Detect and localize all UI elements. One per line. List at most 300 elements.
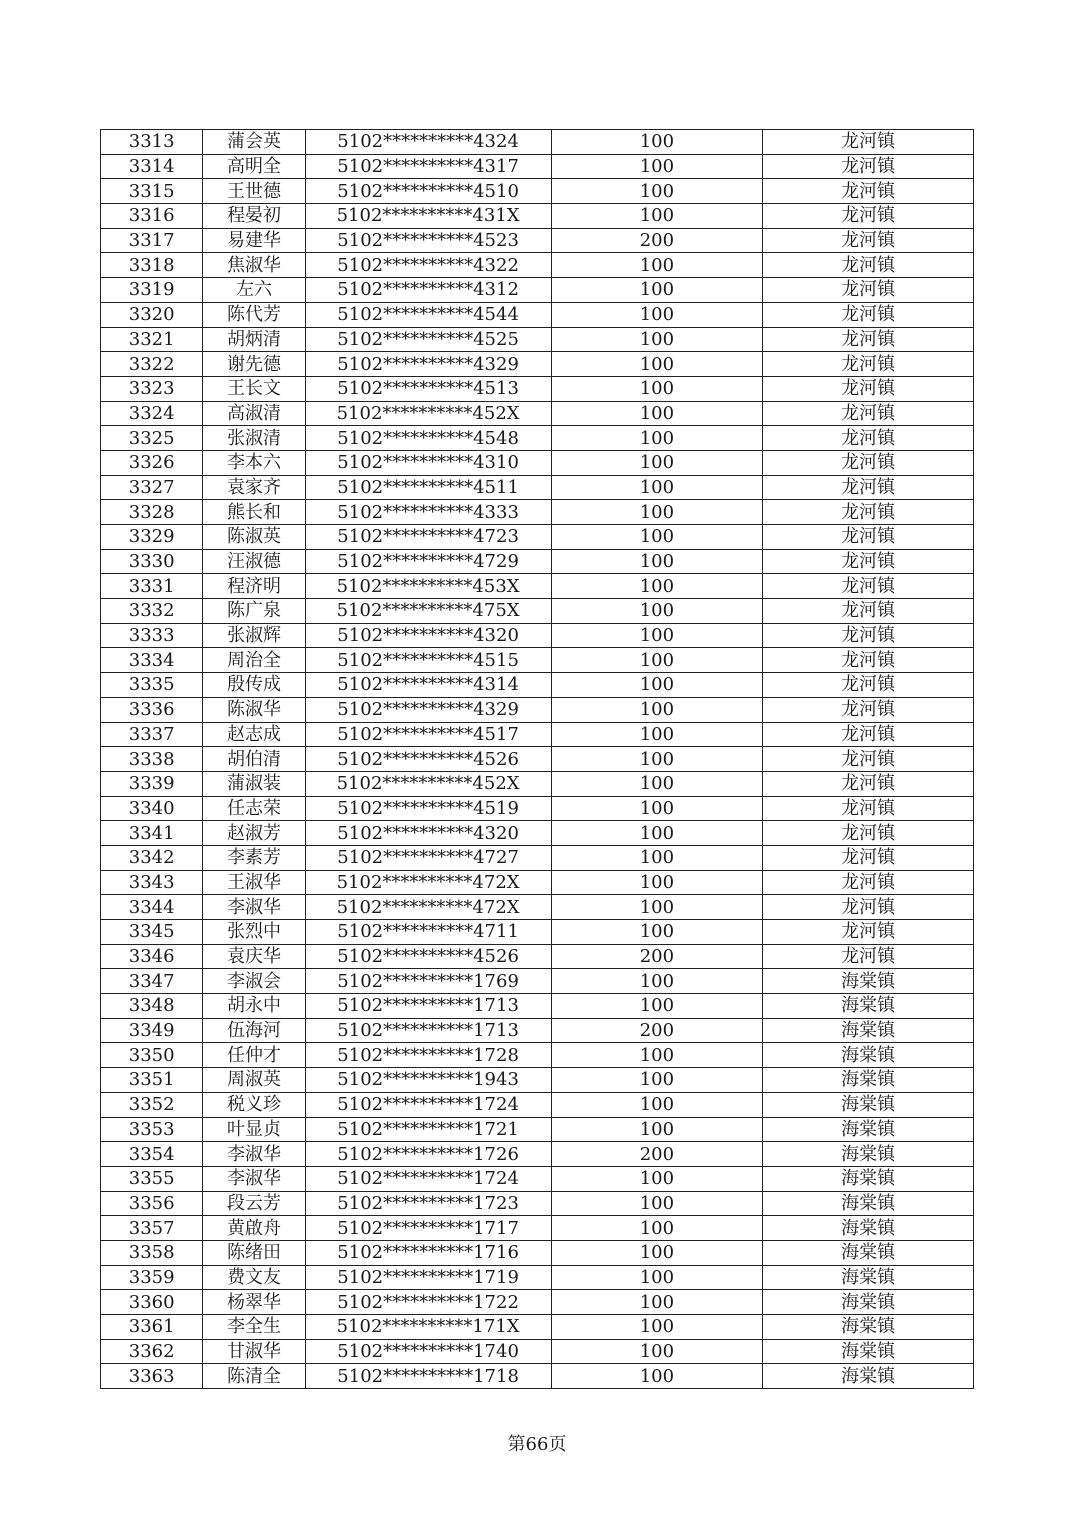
id-number-cell: 5102**********4324 bbox=[305, 130, 551, 155]
name-cell: 蒲会英 bbox=[203, 130, 305, 155]
table-row bbox=[101, 845, 974, 870]
serial-cell: 3356 bbox=[101, 1191, 203, 1216]
town-cell: 海棠镇 bbox=[763, 1191, 974, 1216]
serial-cell: 3355 bbox=[101, 1166, 203, 1191]
table-row bbox=[101, 821, 974, 846]
town-cell: 龙河镇 bbox=[763, 525, 974, 550]
amount-cell: 100 bbox=[551, 648, 763, 673]
id-number-cell: 5102**********1943 bbox=[305, 1068, 551, 1093]
id-number-cell: 5102**********1721 bbox=[305, 1117, 551, 1142]
id-number-cell: 5102**********4727 bbox=[305, 845, 551, 870]
serial-cell: 3322 bbox=[101, 352, 203, 377]
id-number-cell: 5102**********4320 bbox=[305, 821, 551, 846]
serial-cell: 3333 bbox=[101, 623, 203, 648]
serial-cell: 3359 bbox=[101, 1265, 203, 1290]
table-row bbox=[101, 1166, 974, 1191]
id-number-cell: 5102**********4544 bbox=[305, 302, 551, 327]
name-cell: 李淑会 bbox=[203, 969, 305, 994]
table-body bbox=[101, 130, 974, 1389]
serial-cell: 3317 bbox=[101, 228, 203, 253]
amount-cell: 200 bbox=[551, 1018, 763, 1043]
table-row bbox=[101, 401, 974, 426]
id-number-cell: 5102**********4523 bbox=[305, 228, 551, 253]
amount-cell: 100 bbox=[551, 1265, 763, 1290]
name-cell: 殷传成 bbox=[203, 673, 305, 698]
id-number-cell: 5102**********1726 bbox=[305, 1142, 551, 1167]
table-row bbox=[101, 500, 974, 525]
name-cell: 陈清全 bbox=[203, 1364, 305, 1389]
town-cell: 海棠镇 bbox=[763, 1364, 974, 1389]
table-row bbox=[101, 525, 974, 550]
town-cell: 海棠镇 bbox=[763, 1043, 974, 1068]
amount-cell: 100 bbox=[551, 376, 763, 401]
id-number-cell: 5102**********1717 bbox=[305, 1216, 551, 1241]
name-cell: 叶显贞 bbox=[203, 1117, 305, 1142]
id-number-cell: 5102**********1713 bbox=[305, 994, 551, 1019]
id-number-cell: 5102**********4515 bbox=[305, 648, 551, 673]
serial-cell: 3340 bbox=[101, 796, 203, 821]
name-cell: 李全生 bbox=[203, 1315, 305, 1340]
id-number-cell: 5102**********4314 bbox=[305, 673, 551, 698]
serial-cell: 3338 bbox=[101, 747, 203, 772]
serial-cell: 3344 bbox=[101, 895, 203, 920]
town-cell: 海棠镇 bbox=[763, 1240, 974, 1265]
amount-cell: 100 bbox=[551, 1191, 763, 1216]
amount-cell: 100 bbox=[551, 426, 763, 451]
serial-cell: 3357 bbox=[101, 1216, 203, 1241]
amount-cell: 100 bbox=[551, 179, 763, 204]
town-cell: 龙河镇 bbox=[763, 278, 974, 303]
table-row bbox=[101, 204, 974, 229]
amount-cell: 100 bbox=[551, 1290, 763, 1315]
town-cell: 海棠镇 bbox=[763, 1290, 974, 1315]
serial-cell: 3345 bbox=[101, 920, 203, 945]
table-row bbox=[101, 870, 974, 895]
amount-cell: 100 bbox=[551, 895, 763, 920]
amount-cell: 100 bbox=[551, 401, 763, 426]
town-cell: 龙河镇 bbox=[763, 549, 974, 574]
id-number-cell: 5102**********4548 bbox=[305, 426, 551, 451]
serial-cell: 3315 bbox=[101, 179, 203, 204]
name-cell: 胡伯清 bbox=[203, 747, 305, 772]
serial-cell: 3350 bbox=[101, 1043, 203, 1068]
town-cell: 龙河镇 bbox=[763, 327, 974, 352]
amount-cell: 100 bbox=[551, 327, 763, 352]
serial-cell: 3330 bbox=[101, 549, 203, 574]
amount-cell: 100 bbox=[551, 1117, 763, 1142]
town-cell: 龙河镇 bbox=[763, 599, 974, 624]
serial-cell: 3332 bbox=[101, 599, 203, 624]
name-cell: 焦淑华 bbox=[203, 253, 305, 278]
table-row bbox=[101, 1265, 974, 1290]
table-row bbox=[101, 895, 974, 920]
name-cell: 李素芳 bbox=[203, 845, 305, 870]
name-cell: 袁庆华 bbox=[203, 944, 305, 969]
name-cell: 李淑华 bbox=[203, 895, 305, 920]
id-number-cell: 5102**********4526 bbox=[305, 944, 551, 969]
id-number-cell: 5102**********4723 bbox=[305, 525, 551, 550]
town-cell: 龙河镇 bbox=[763, 253, 974, 278]
amount-cell: 200 bbox=[551, 1142, 763, 1167]
town-cell: 龙河镇 bbox=[763, 154, 974, 179]
serial-cell: 3313 bbox=[101, 130, 203, 155]
serial-cell: 3325 bbox=[101, 426, 203, 451]
serial-cell: 3321 bbox=[101, 327, 203, 352]
name-cell: 蒲淑装 bbox=[203, 771, 305, 796]
serial-cell: 3358 bbox=[101, 1240, 203, 1265]
serial-cell: 3334 bbox=[101, 648, 203, 673]
amount-cell: 100 bbox=[551, 1364, 763, 1389]
town-cell: 海棠镇 bbox=[763, 1166, 974, 1191]
name-cell: 段云芳 bbox=[203, 1191, 305, 1216]
table-row bbox=[101, 1191, 974, 1216]
town-cell: 龙河镇 bbox=[763, 204, 974, 229]
id-number-cell: 5102**********1769 bbox=[305, 969, 551, 994]
table-row bbox=[101, 1290, 974, 1315]
table-row bbox=[101, 574, 974, 599]
amount-cell: 100 bbox=[551, 1092, 763, 1117]
table-row bbox=[101, 623, 974, 648]
page-number: 第66页 bbox=[507, 1434, 567, 1455]
amount-cell: 100 bbox=[551, 796, 763, 821]
town-cell: 龙河镇 bbox=[763, 697, 974, 722]
town-cell: 龙河镇 bbox=[763, 376, 974, 401]
name-cell: 陈广泉 bbox=[203, 599, 305, 624]
amount-cell: 100 bbox=[551, 1240, 763, 1265]
id-number-cell: 5102**********4322 bbox=[305, 253, 551, 278]
table-row bbox=[101, 228, 974, 253]
serial-cell: 3320 bbox=[101, 302, 203, 327]
amount-cell: 200 bbox=[551, 228, 763, 253]
table-row bbox=[101, 673, 974, 698]
serial-cell: 3348 bbox=[101, 994, 203, 1019]
name-cell: 袁家齐 bbox=[203, 475, 305, 500]
amount-cell: 100 bbox=[551, 574, 763, 599]
amount-cell: 100 bbox=[551, 154, 763, 179]
id-number-cell: 5102**********1723 bbox=[305, 1191, 551, 1216]
id-number-cell: 5102**********4329 bbox=[305, 352, 551, 377]
amount-cell: 100 bbox=[551, 673, 763, 698]
name-cell: 甘淑华 bbox=[203, 1339, 305, 1364]
town-cell: 海棠镇 bbox=[763, 1117, 974, 1142]
name-cell: 王淑华 bbox=[203, 870, 305, 895]
serial-cell: 3354 bbox=[101, 1142, 203, 1167]
serial-cell: 3351 bbox=[101, 1068, 203, 1093]
table-row bbox=[101, 154, 974, 179]
name-cell: 程晏初 bbox=[203, 204, 305, 229]
town-cell: 龙河镇 bbox=[763, 401, 974, 426]
town-cell: 龙河镇 bbox=[763, 450, 974, 475]
id-number-cell: 5102**********4333 bbox=[305, 500, 551, 525]
amount-cell: 100 bbox=[551, 994, 763, 1019]
town-cell: 海棠镇 bbox=[763, 1315, 974, 1340]
town-cell: 龙河镇 bbox=[763, 426, 974, 451]
id-number-cell: 5102**********171X bbox=[305, 1315, 551, 1340]
amount-cell: 100 bbox=[551, 500, 763, 525]
table-row bbox=[101, 648, 974, 673]
id-number-cell: 5102**********1724 bbox=[305, 1092, 551, 1117]
name-cell: 杨翠华 bbox=[203, 1290, 305, 1315]
amount-cell: 100 bbox=[551, 1315, 763, 1340]
name-cell: 高明全 bbox=[203, 154, 305, 179]
id-number-cell: 5102**********1740 bbox=[305, 1339, 551, 1364]
id-number-cell: 5102**********4525 bbox=[305, 327, 551, 352]
table-row bbox=[101, 1339, 974, 1364]
name-cell: 陈绪田 bbox=[203, 1240, 305, 1265]
serial-cell: 3349 bbox=[101, 1018, 203, 1043]
name-cell: 王长文 bbox=[203, 376, 305, 401]
amount-cell: 100 bbox=[551, 475, 763, 500]
id-number-cell: 5102**********4510 bbox=[305, 179, 551, 204]
name-cell: 黄啟舟 bbox=[203, 1216, 305, 1241]
town-cell: 龙河镇 bbox=[763, 352, 974, 377]
serial-cell: 3361 bbox=[101, 1315, 203, 1340]
table-row bbox=[101, 475, 974, 500]
amount-cell: 100 bbox=[551, 845, 763, 870]
name-cell: 赵淑芳 bbox=[203, 821, 305, 846]
serial-cell: 3360 bbox=[101, 1290, 203, 1315]
amount-cell: 100 bbox=[551, 1068, 763, 1093]
town-cell: 龙河镇 bbox=[763, 673, 974, 698]
town-cell: 龙河镇 bbox=[763, 796, 974, 821]
name-cell: 李淑华 bbox=[203, 1142, 305, 1167]
town-cell: 海棠镇 bbox=[763, 1142, 974, 1167]
id-number-cell: 5102**********472X bbox=[305, 870, 551, 895]
name-cell: 李淑华 bbox=[203, 1166, 305, 1191]
name-cell: 陈淑华 bbox=[203, 697, 305, 722]
id-number-cell: 5102**********1713 bbox=[305, 1018, 551, 1043]
amount-cell: 100 bbox=[551, 253, 763, 278]
table-row bbox=[101, 426, 974, 451]
town-cell: 海棠镇 bbox=[763, 1216, 974, 1241]
id-number-cell: 5102**********4513 bbox=[305, 376, 551, 401]
serial-cell: 3343 bbox=[101, 870, 203, 895]
amount-cell: 100 bbox=[551, 130, 763, 155]
amount-cell: 100 bbox=[551, 1043, 763, 1068]
name-cell: 任志荣 bbox=[203, 796, 305, 821]
id-number-cell: 5102**********1718 bbox=[305, 1364, 551, 1389]
town-cell: 龙河镇 bbox=[763, 302, 974, 327]
table-row bbox=[101, 327, 974, 352]
town-cell: 海棠镇 bbox=[763, 994, 974, 1019]
name-cell: 汪淑德 bbox=[203, 549, 305, 574]
data-table bbox=[100, 129, 974, 1389]
serial-cell: 3346 bbox=[101, 944, 203, 969]
serial-cell: 3363 bbox=[101, 1364, 203, 1389]
table-row bbox=[101, 1018, 974, 1043]
amount-cell: 100 bbox=[551, 969, 763, 994]
town-cell: 海棠镇 bbox=[763, 1339, 974, 1364]
name-cell: 左六 bbox=[203, 278, 305, 303]
id-number-cell: 5102**********4526 bbox=[305, 747, 551, 772]
table-row bbox=[101, 1068, 974, 1093]
amount-cell: 100 bbox=[551, 697, 763, 722]
name-cell: 胡炳清 bbox=[203, 327, 305, 352]
serial-cell: 3337 bbox=[101, 722, 203, 747]
amount-cell: 100 bbox=[551, 525, 763, 550]
serial-cell: 3335 bbox=[101, 673, 203, 698]
serial-cell: 3319 bbox=[101, 278, 203, 303]
serial-cell: 3331 bbox=[101, 574, 203, 599]
serial-cell: 3329 bbox=[101, 525, 203, 550]
name-cell: 高淑清 bbox=[203, 401, 305, 426]
serial-cell: 3362 bbox=[101, 1339, 203, 1364]
table-row bbox=[101, 722, 974, 747]
amount-cell: 100 bbox=[551, 450, 763, 475]
id-number-cell: 5102**********1722 bbox=[305, 1290, 551, 1315]
town-cell: 龙河镇 bbox=[763, 771, 974, 796]
amount-cell: 100 bbox=[551, 870, 763, 895]
id-number-cell: 5102**********4329 bbox=[305, 697, 551, 722]
town-cell: 龙河镇 bbox=[763, 870, 974, 895]
serial-cell: 3323 bbox=[101, 376, 203, 401]
town-cell: 龙河镇 bbox=[763, 623, 974, 648]
amount-cell: 100 bbox=[551, 278, 763, 303]
amount-cell: 100 bbox=[551, 1339, 763, 1364]
table-row bbox=[101, 549, 974, 574]
town-cell: 龙河镇 bbox=[763, 722, 974, 747]
town-cell: 龙河镇 bbox=[763, 500, 974, 525]
id-number-cell: 5102**********1724 bbox=[305, 1166, 551, 1191]
table-row bbox=[101, 1117, 974, 1142]
town-cell: 龙河镇 bbox=[763, 845, 974, 870]
amount-cell: 200 bbox=[551, 944, 763, 969]
serial-cell: 3316 bbox=[101, 204, 203, 229]
name-cell: 熊长和 bbox=[203, 500, 305, 525]
town-cell: 龙河镇 bbox=[763, 130, 974, 155]
table-row bbox=[101, 944, 974, 969]
id-number-cell: 5102**********475X bbox=[305, 599, 551, 624]
amount-cell: 100 bbox=[551, 352, 763, 377]
town-cell: 海棠镇 bbox=[763, 969, 974, 994]
table-row bbox=[101, 302, 974, 327]
serial-cell: 3339 bbox=[101, 771, 203, 796]
table-row bbox=[101, 179, 974, 204]
table-row bbox=[101, 920, 974, 945]
town-cell: 海棠镇 bbox=[763, 1068, 974, 1093]
amount-cell: 100 bbox=[551, 623, 763, 648]
name-cell: 税义珍 bbox=[203, 1092, 305, 1117]
serial-cell: 3341 bbox=[101, 821, 203, 846]
town-cell: 龙河镇 bbox=[763, 475, 974, 500]
id-number-cell: 5102**********4729 bbox=[305, 549, 551, 574]
town-cell: 龙河镇 bbox=[763, 920, 974, 945]
amount-cell: 100 bbox=[551, 549, 763, 574]
table-row bbox=[101, 1315, 974, 1340]
serial-cell: 3318 bbox=[101, 253, 203, 278]
table-row bbox=[101, 1043, 974, 1068]
table-row bbox=[101, 1142, 974, 1167]
id-number-cell: 5102**********453X bbox=[305, 574, 551, 599]
serial-cell: 3336 bbox=[101, 697, 203, 722]
id-number-cell: 5102**********452X bbox=[305, 401, 551, 426]
serial-cell: 3327 bbox=[101, 475, 203, 500]
name-cell: 王世德 bbox=[203, 179, 305, 204]
amount-cell: 100 bbox=[551, 1166, 763, 1191]
table-row bbox=[101, 994, 974, 1019]
id-number-cell: 5102**********4317 bbox=[305, 154, 551, 179]
name-cell: 陈代芳 bbox=[203, 302, 305, 327]
id-number-cell: 5102**********4320 bbox=[305, 623, 551, 648]
serial-cell: 3342 bbox=[101, 845, 203, 870]
name-cell: 张淑辉 bbox=[203, 623, 305, 648]
table-row bbox=[101, 969, 974, 994]
amount-cell: 100 bbox=[551, 771, 763, 796]
table-row bbox=[101, 130, 974, 155]
amount-cell: 100 bbox=[551, 920, 763, 945]
id-number-cell: 5102**********4310 bbox=[305, 450, 551, 475]
id-number-cell: 5102**********4312 bbox=[305, 278, 551, 303]
amount-cell: 100 bbox=[551, 204, 763, 229]
id-number-cell: 5102**********4519 bbox=[305, 796, 551, 821]
serial-cell: 3347 bbox=[101, 969, 203, 994]
id-number-cell: 5102**********452X bbox=[305, 771, 551, 796]
name-cell: 伍海河 bbox=[203, 1018, 305, 1043]
amount-cell: 100 bbox=[551, 599, 763, 624]
serial-cell: 3328 bbox=[101, 500, 203, 525]
id-number-cell: 5102**********4711 bbox=[305, 920, 551, 945]
name-cell: 张烈中 bbox=[203, 920, 305, 945]
amount-cell: 100 bbox=[551, 302, 763, 327]
name-cell: 程济明 bbox=[203, 574, 305, 599]
amount-cell: 100 bbox=[551, 747, 763, 772]
town-cell: 龙河镇 bbox=[763, 944, 974, 969]
id-number-cell: 5102**********4517 bbox=[305, 722, 551, 747]
town-cell: 海棠镇 bbox=[763, 1018, 974, 1043]
serial-cell: 3314 bbox=[101, 154, 203, 179]
table-row bbox=[101, 450, 974, 475]
serial-cell: 3353 bbox=[101, 1117, 203, 1142]
table-row bbox=[101, 1240, 974, 1265]
id-number-cell: 5102**********4511 bbox=[305, 475, 551, 500]
table-row bbox=[101, 599, 974, 624]
town-cell: 龙河镇 bbox=[763, 895, 974, 920]
name-cell: 陈淑英 bbox=[203, 525, 305, 550]
name-cell: 张淑清 bbox=[203, 426, 305, 451]
serial-cell: 3324 bbox=[101, 401, 203, 426]
name-cell: 易建华 bbox=[203, 228, 305, 253]
town-cell: 海棠镇 bbox=[763, 1265, 974, 1290]
id-number-cell: 5102**********472X bbox=[305, 895, 551, 920]
table-row bbox=[101, 771, 974, 796]
amount-cell: 100 bbox=[551, 722, 763, 747]
town-cell: 龙河镇 bbox=[763, 228, 974, 253]
town-cell: 海棠镇 bbox=[763, 1092, 974, 1117]
table-row bbox=[101, 352, 974, 377]
serial-cell: 3352 bbox=[101, 1092, 203, 1117]
serial-cell: 3326 bbox=[101, 450, 203, 475]
name-cell: 胡永中 bbox=[203, 994, 305, 1019]
table-row bbox=[101, 278, 974, 303]
name-cell: 周淑英 bbox=[203, 1068, 305, 1093]
town-cell: 龙河镇 bbox=[763, 179, 974, 204]
amount-cell: 100 bbox=[551, 1216, 763, 1241]
name-cell: 谢先德 bbox=[203, 352, 305, 377]
town-cell: 龙河镇 bbox=[763, 574, 974, 599]
table-row bbox=[101, 1092, 974, 1117]
table-row bbox=[101, 253, 974, 278]
town-cell: 龙河镇 bbox=[763, 747, 974, 772]
table-row bbox=[101, 1216, 974, 1241]
name-cell: 李本六 bbox=[203, 450, 305, 475]
id-number-cell: 5102**********431X bbox=[305, 204, 551, 229]
table-row bbox=[101, 376, 974, 401]
id-number-cell: 5102**********1728 bbox=[305, 1043, 551, 1068]
town-cell: 龙河镇 bbox=[763, 821, 974, 846]
name-cell: 任仲才 bbox=[203, 1043, 305, 1068]
id-number-cell: 5102**********1716 bbox=[305, 1240, 551, 1265]
table-row bbox=[101, 796, 974, 821]
